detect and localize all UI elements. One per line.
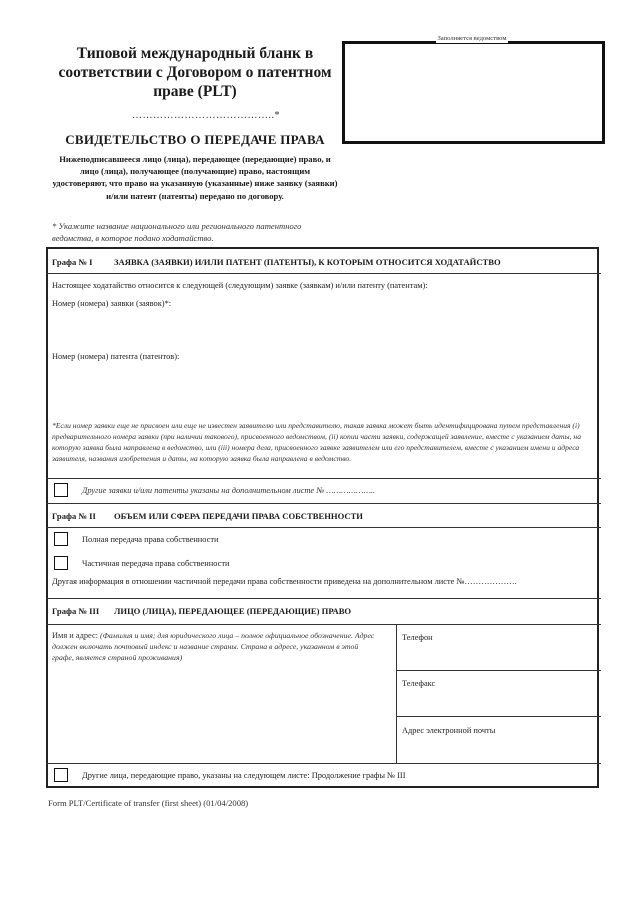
form-identifier: Form PLT/Certificate of transfer (first sheet) (01/04/2008) [48,798,249,808]
section-2-header [52,511,363,521]
column-divider [396,624,397,763]
name-address-label: Имя и адрес: [52,631,99,640]
section-1-intro: Настоящее ходатайство относится к следующей (следующим) заявке (заявкам) и/или патенту (патентам): [52,281,428,290]
name-address-field[interactable] [52,630,382,663]
section-1-header [52,257,501,267]
office-use-label: Заполняется ведомством [437,35,507,42]
partial-transfer-checkbox[interactable] [54,556,68,570]
office-name-blank: …………………………………..* [132,110,280,121]
telephone-label[interactable]: Телефон [402,633,433,642]
intro-statement: Нижеподписавшееся лицо (лица), передающее (передающие) право, и лицо (лица), получающее (получающие) право, настоящим удостоверяют, что право на указанную (указанные) ниже заявку (заявки) и/или патент (патенты) передано по договору. [52,154,338,201]
divider [46,273,601,274]
section-2-number: Графа № II [52,511,96,521]
section-2-title: ОБЪЕМ ИЛИ СФЕРА ПЕРЕДАЧИ ПРАВА СОБСТВЕННОСТИ [114,511,363,521]
section-3-number: Графа № III [52,606,100,616]
certificate-title: СВИДЕТЕЛЬСТВО О ПЕРЕДАЧЕ ПРАВА [65,132,325,147]
patent-number-label[interactable]: Номер (номера) патента (патентов): [52,352,180,361]
full-transfer-checkbox[interactable] [54,532,68,546]
other-applications-label: Другие заявки и/или патенты указаны на дополнительном листе № ……………….. [82,486,376,495]
form-title: Типовой международный бланк в соответствии с Договором о патентном праве (PLT) [58,45,332,100]
other-transferors-label: Другие лица, передающие право, указаны на следующем листе: Продолжение графы № III [82,771,406,780]
section-1-number: Графа № I [52,257,93,267]
full-transfer-label: Полная передача права собственности [82,535,219,544]
divider [46,527,601,528]
partial-transfer-label: Частичная передача права собственности [82,559,230,568]
partial-transfer-other-info: Другая информация в отношении частичной передачи права собственности приведена на дополнительном листе №………………. [52,577,517,586]
office-footnote: * Укажите название национального или регионального патентного ведомства, в которое подано ходатайство. [52,221,302,243]
section-1-title: ЗАЯВКА (ЗАЯВКИ) И/ИЛИ ПАТЕНТ (ПАТЕНТЫ), К КОТОРЫМ ОТНОСИТСЯ ХОДАТАЙСТВО [114,257,501,267]
other-transferors-checkbox[interactable] [54,768,68,782]
section-3-header [52,606,351,616]
application-number-label[interactable]: Номер (номера) заявки (заявок)*: [52,299,172,308]
divider [46,478,601,479]
office-use-box [342,41,605,144]
email-label[interactable]: Адрес электронной почты [402,726,496,735]
divider [46,503,601,504]
fax-label[interactable]: Телефакс [402,679,436,688]
other-applications-checkbox[interactable] [54,483,68,497]
application-footnote: *Если номер заявки еще не присвоен или еще не известен заявителю или представителю, такая заявка может быть идентифицирована путем представления (i) предварительного номера заявки (при наличии такового), присвоенного ведомством, (ii) копии части заявки, содержащей заявление, вместе с указанием даты, на которую заявка была направлена в ведомство, или (iii) номера дела, присвоенного заявке заявителем или его представителем, вместе с указанием имени и адреса заявителя, названия изобретения и даты, на которую заявка была направлена в ведомство. [52,421,581,463]
divider [46,598,601,599]
name-address-hint: (Фамилия и имя; для юридического лица – полное официальное обозначение. Адрес должен включать почтовый индекс и название страны. Страна в адресе, указанном в этой графе, является страной проживания) [52,631,375,662]
divider [46,624,601,625]
divider [396,716,601,717]
divider [396,670,601,671]
divider [46,763,601,764]
section-3-title: ЛИЦО (ЛИЦА), ПЕРЕДАЮЩЕЕ (ПЕРЕДАЮЩИЕ) ПРАВО [114,606,352,616]
